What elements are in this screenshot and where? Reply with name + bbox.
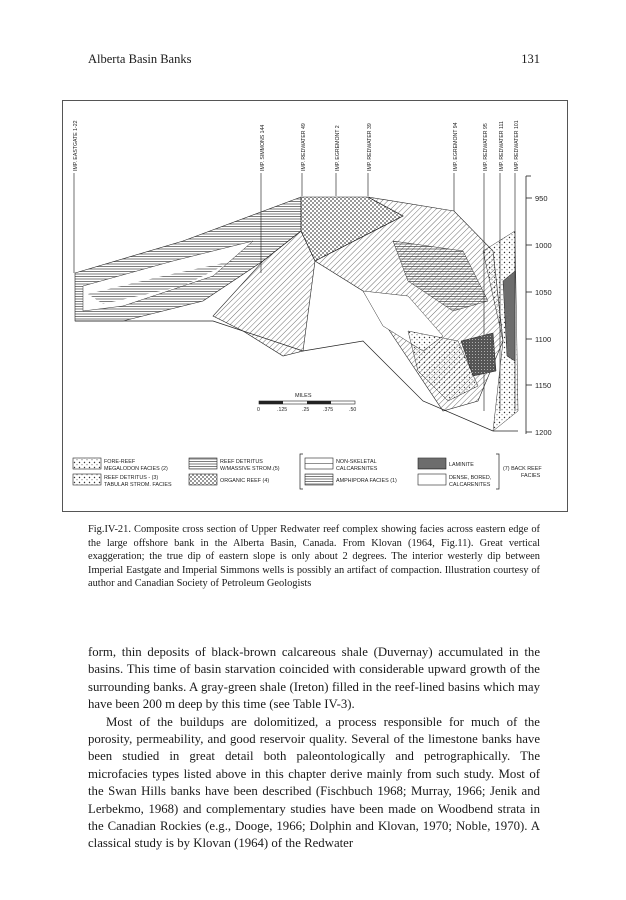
legend-label: FACIES <box>521 473 541 479</box>
legend-label: (7) BACK REEF <box>503 466 542 472</box>
paragraph: form, thin deposits of black-brown calcareous shale (Duvernay) accumulated in the basins. This time of basin starvation coincided with considerable upward growth of the surrounding banks. A gray-green shale (Ireton) filled in the reef-lined basins which may have been 200 m deep by this time (see Table IV-3). <box>88 645 540 712</box>
legend-label: MEGALODON FACIES (2) <box>104 466 168 472</box>
legend-label: LAMINITE <box>449 462 474 468</box>
legend-swatch-organic-reef <box>189 474 217 485</box>
well-label: IMP. REDWATER 101 <box>514 120 520 171</box>
legend <box>73 454 542 489</box>
well-label: IMP. EASTGATE 1-22 <box>73 120 79 171</box>
legend-label: TABULAR STROM. FACIES <box>104 482 172 488</box>
scale-tick: 0 <box>257 407 260 413</box>
depth-tick-label: 1150 <box>535 381 552 390</box>
legend-label: CALCARENITES <box>449 482 491 488</box>
scale-tick: .375 <box>323 407 334 413</box>
paragraph: Most of the buildups are dolomitized, a process responsible for much of the porosity, permeability, and good reservoir quality. Several of the limestone banks have been studied in great detail both paleontologically and petrographically. The microfacies types listed above in this chapter derive mainly from such study. Most of the Swan Hills banks have been described (Fischbuch 1968; Murray, 1966; Jenik and Lerbekmo, 1968) and complementary studies have been made on Woodbend strata in the Canadian Rockies (e.g., Dooge, 1966; Dolphin and Klovan, 1970; Noble, 1970). A classical study is by Klovan (1964) of the Redwater <box>88 714 540 851</box>
page-number: 131 <box>521 52 540 66</box>
legend-label: ORGANIC REEF (4) <box>220 478 270 484</box>
running-title: Alberta Basin Banks <box>88 52 192 66</box>
well-label: IMP. REDWATER 95 <box>483 123 489 171</box>
legend-swatch-reef-detritus <box>73 474 101 485</box>
well-label: IMP. EGREMONT 2 <box>335 125 341 171</box>
legend-label: NON-SKELETAL <box>336 459 377 465</box>
scale-tick: .25 <box>302 407 310 413</box>
well-label: IMP. REDWATER 39 <box>367 123 373 171</box>
depth-tick-label: 1050 <box>535 288 552 297</box>
running-header <box>88 52 540 68</box>
legend-label: CALCARENITES <box>336 466 378 472</box>
legend-label: FORE-REEF <box>104 459 136 465</box>
legend-label: W/MASSIVE STROM.(5) <box>220 466 280 472</box>
scale-label: MILES <box>295 393 312 399</box>
cross-section-diagram <box>63 101 567 511</box>
cross-section-figure <box>62 100 568 512</box>
legend-swatch-dense-bored <box>418 474 446 485</box>
figure-caption: Fig.IV-21. Composite cross section of Upper Redwater reef complex showing facies across eastern edge of the large offshore bank in the Alberta Basin, Canada. From Klovan (1964, Fig.11). Great vertical exaggeration; the true dip of eastern slope is only about 2 degrees. The interior westerly dip between Imperial Eastgate and Imperial Simmons wells is possibly an artifact of compaction. Illustration courtesy of author and Canadian Society of Petroleum Geologists <box>88 524 540 590</box>
scale-tick: .50 <box>349 407 357 413</box>
legend-label: REEF DETRITUS - (3) <box>104 475 159 481</box>
legend-swatch-laminite <box>418 458 446 469</box>
well-label: IMP. REDWATER 111 <box>499 121 505 171</box>
depth-tick-label: 1100 <box>535 335 552 344</box>
well-labels <box>73 120 520 171</box>
legend-label: REEF DETRITUS <box>220 459 263 465</box>
depth-tick-label: 1200 <box>535 428 552 437</box>
depth-tick-label: 1000 <box>535 241 552 250</box>
body-text <box>88 644 540 853</box>
well-label: IMP. REDWATER 49 <box>301 123 307 171</box>
legend-label: AMPHIPORA FACIES (1) <box>336 478 397 484</box>
legend-label: DENSE, BORED, <box>449 475 492 481</box>
depth-tick-label: 950 <box>535 194 548 203</box>
legend-swatch-reef-detritus-strom <box>189 458 217 469</box>
legend-swatch-fore-reef <box>73 458 101 469</box>
legend-swatch-amphipora <box>305 474 333 485</box>
well-label: IMP. SIMMONS 144 <box>260 124 266 171</box>
miles-scale-bar <box>257 393 356 413</box>
depth-scale <box>526 176 552 437</box>
scale-tick: .125 <box>277 407 288 413</box>
well-label: IMP. EGREMONT 94 <box>453 122 459 171</box>
